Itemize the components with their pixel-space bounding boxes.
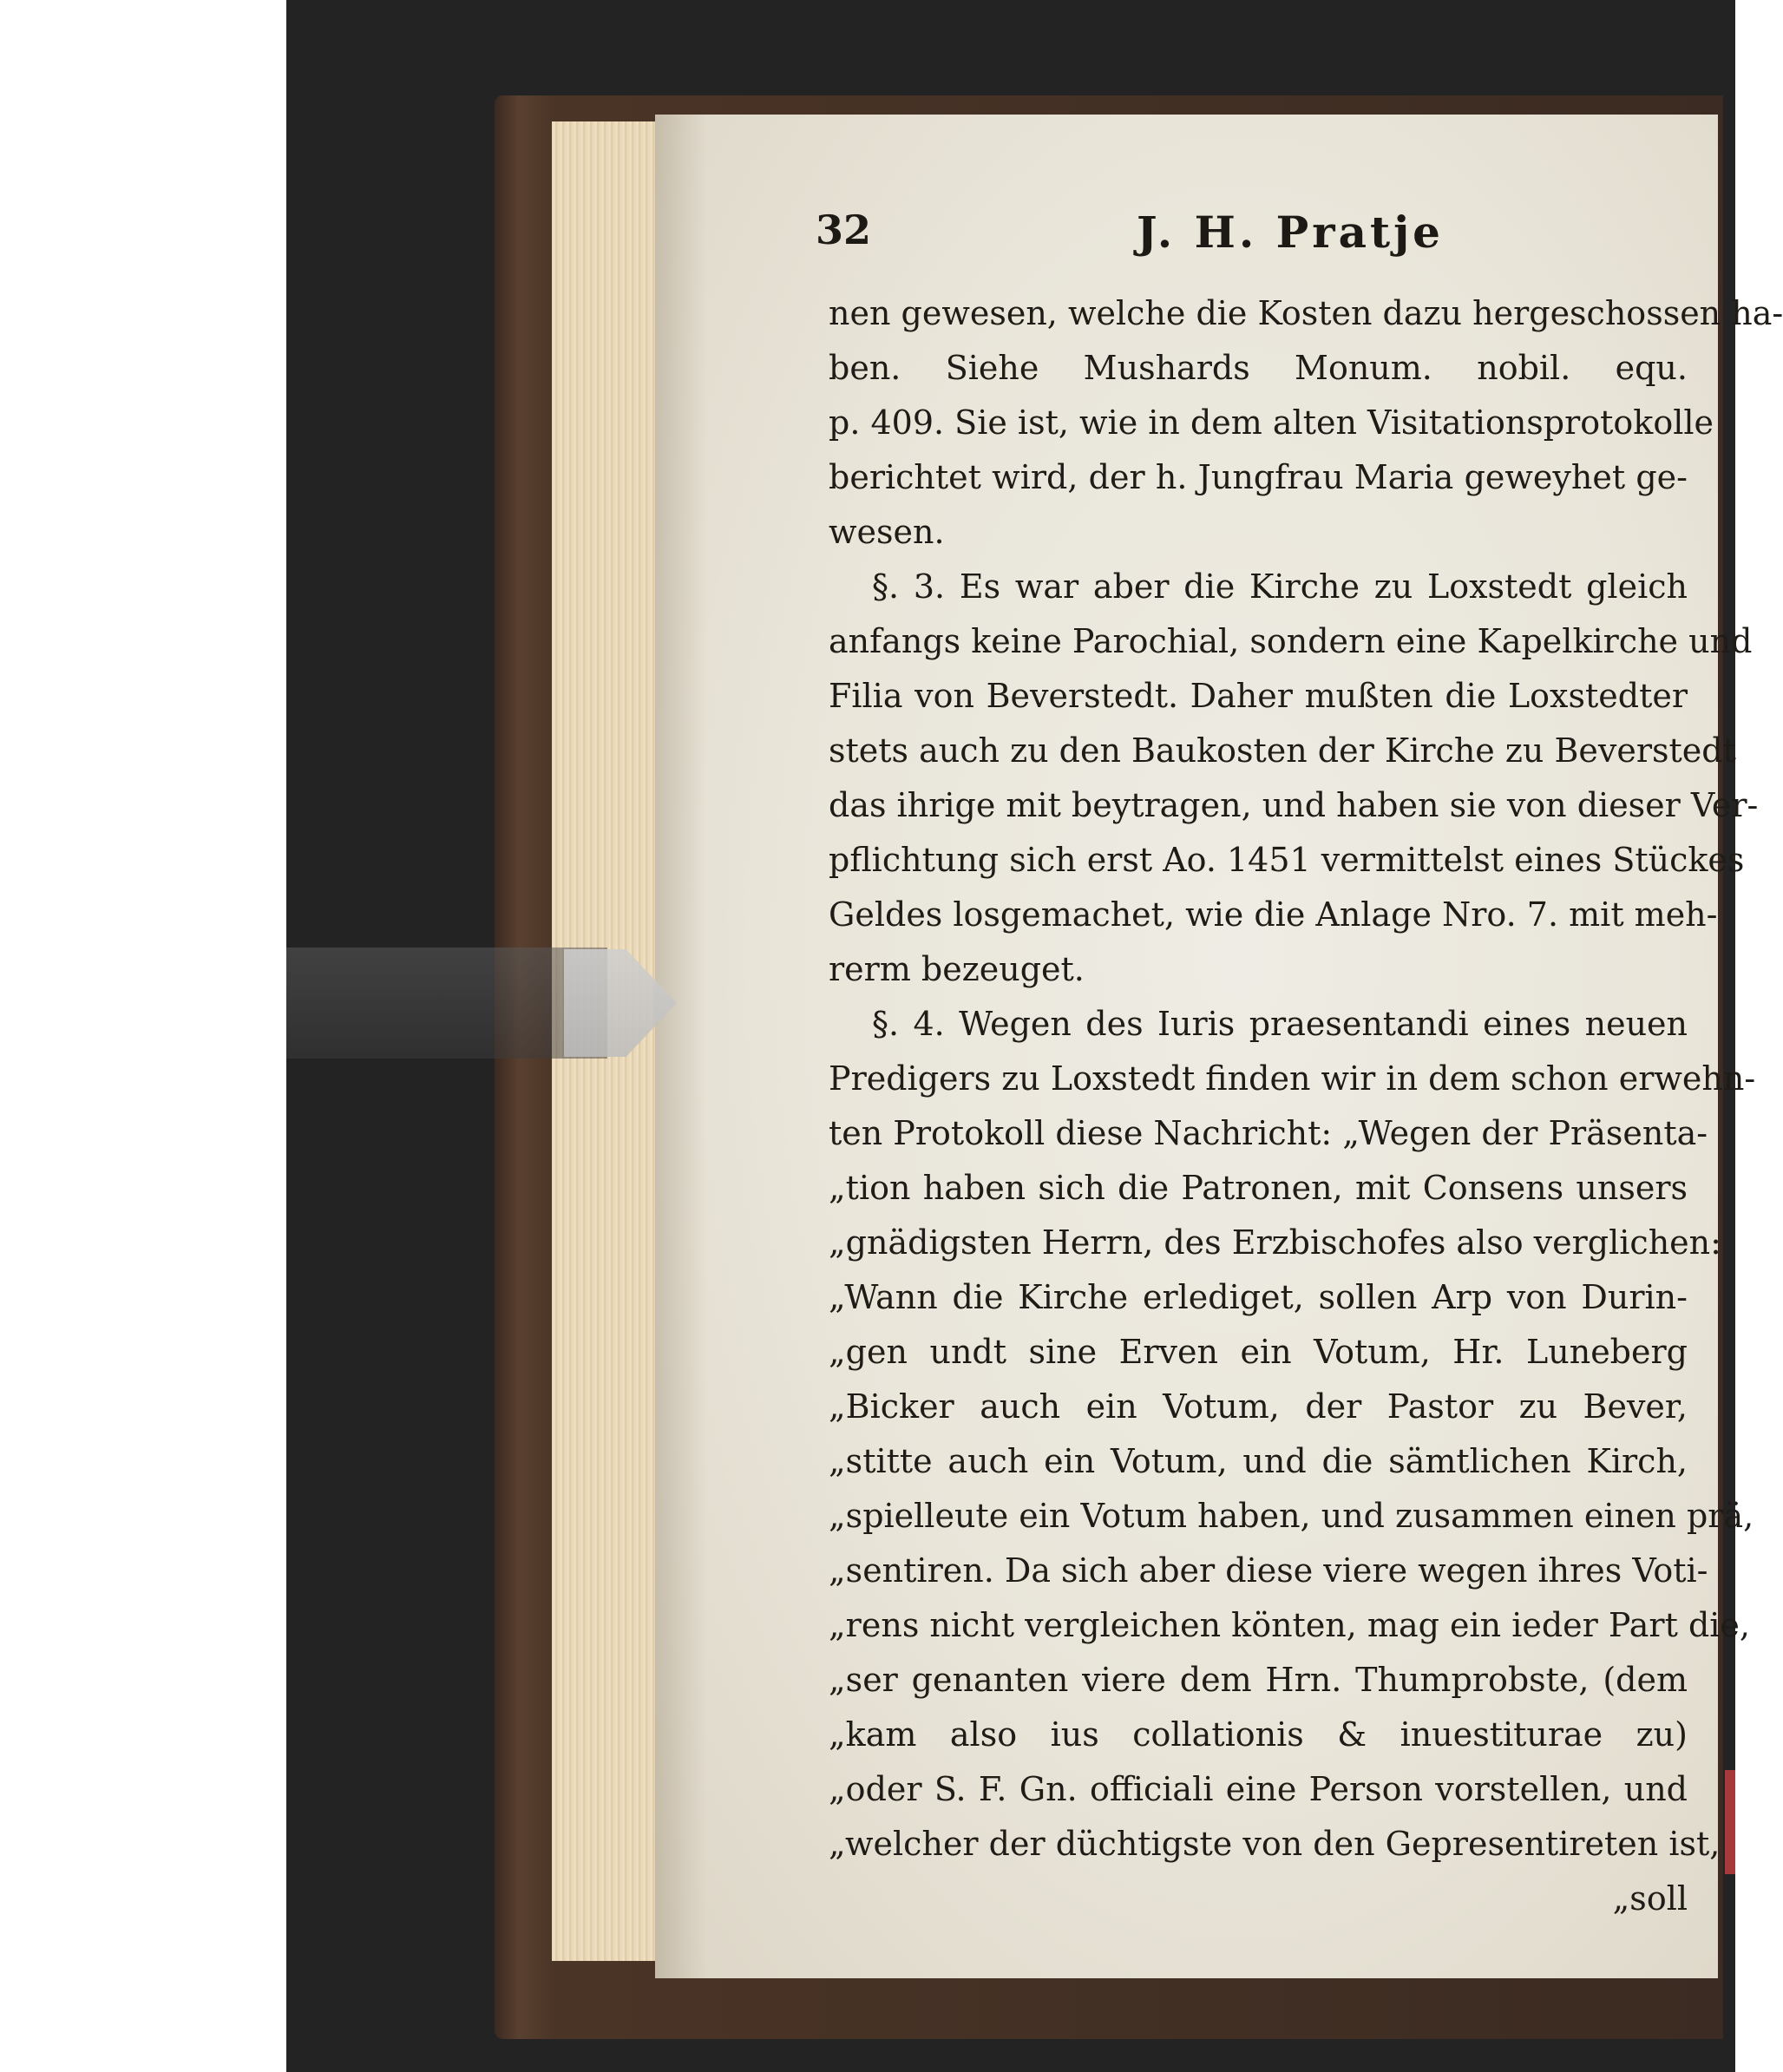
quoted-line: „gnädigsten Herrn, des Erzbischofes also verglichen: — [829, 1223, 1721, 1262]
bookmark-strip — [286, 947, 607, 1059]
text-line: anfangs keine Parochial, sondern eine Kapelkirche und — [829, 622, 1753, 660]
quoted-line: „kam also ius collationis & inuestiturae zu) — [829, 1715, 1688, 1754]
quoted-line: „stitte auch ein Votum, und die sämtlichen Kirch, — [829, 1442, 1688, 1480]
text-line: ben. Siehe Mushards Monum. nobil. equ. — [829, 349, 1688, 387]
text-line: Predigers zu Loxstedt finden wir in dem schon erwehn- — [829, 1059, 1756, 1098]
running-title: J. H. Pratje — [1137, 207, 1444, 258]
paragraph-start-line: §. 4. Wegen des Iuris praesentandi eines neuen — [872, 1005, 1688, 1043]
text-line: berichtet wird, der h. Jungfrau Maria geweyhet ge- — [829, 458, 1688, 496]
text-line: rerm bezeuget. — [829, 950, 1085, 988]
text-line: Geldes losgemachet, wie die Anlage Nro. 7. mit meh- — [829, 895, 1718, 934]
quoted-line: „oder S. F. Gn. officiali eine Person vorstellen, und — [829, 1770, 1688, 1808]
text-line: stets auch zu den Baukosten der Kirche zu Beverstedt — [829, 731, 1736, 770]
gutter-shadow — [655, 115, 707, 1978]
page-body — [829, 286, 1783, 1926]
text-line: nen gewesen, welche die Kosten dazu hergeschossen ha- — [829, 294, 1783, 332]
quoted-line: „tion haben sich die Patronen, mit Consens unsers — [829, 1169, 1688, 1207]
ribbon-marker — [1725, 1770, 1735, 1874]
quoted-line: „welcher der düchtigste von den Gepresentireten ist, — [829, 1825, 1721, 1863]
text-line: p. 409. Sie ist, wie in dem alten Visitationsprotokolle — [829, 403, 1714, 442]
text-line: Filia von Beverstedt. Daher mußten die Loxstedter — [829, 677, 1688, 715]
paragraph-start-line: §. 3. Es war aber die Kirche zu Loxstedt gleich — [872, 567, 1688, 606]
text-line: pflichtung sich erst Ao. 1451 vermittelst eines Stückes — [829, 841, 1745, 879]
quoted-line: „spielleute ein Votum haben, und zusammen einen prä, — [829, 1497, 1754, 1535]
text-line: das ihrige mit beytragen, und haben sie von dieser Ver- — [829, 786, 1759, 824]
text-line: wesen. — [829, 513, 945, 551]
page-number: 32 — [816, 207, 872, 253]
catchword: „soll — [1612, 1879, 1688, 1918]
quoted-line: „gen undt sine Erven ein Votum, Hr. Luneberg — [829, 1333, 1688, 1371]
quoted-line: „rens nicht vergleichen könten, mag ein ieder Part die, — [829, 1606, 1750, 1644]
quoted-line: „ser genanten viere dem Hrn. Thumprobste, (dem — [829, 1661, 1688, 1699]
quoted-line: „Wann die Kirche erlediget, sollen Arp von Durin- — [829, 1278, 1688, 1316]
text-line: ten Protokoll diese Nachricht: „Wegen der Präsenta- — [829, 1114, 1708, 1152]
quoted-line: „sentiren. Da sich aber diese viere wegen ihres Voti- — [829, 1551, 1708, 1590]
quoted-line: „Bicker auch ein Votum, der Pastor zu Bever, — [829, 1387, 1688, 1426]
